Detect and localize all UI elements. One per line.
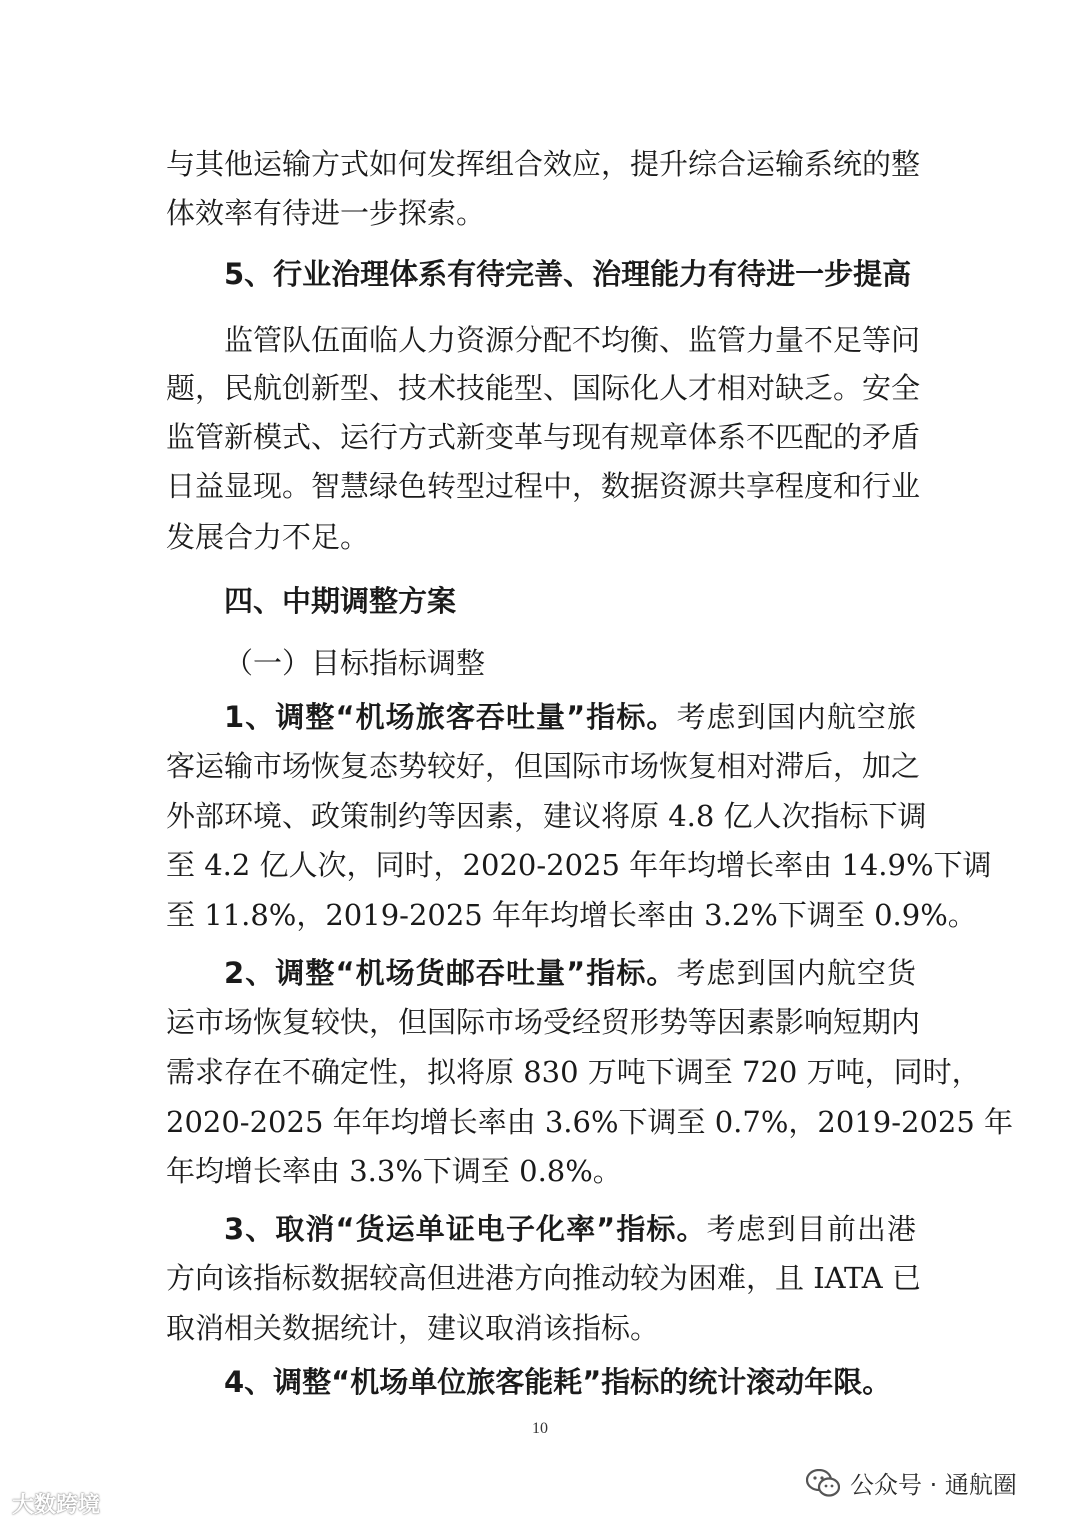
paragraph-line: 日益显现。智慧绿色转型过程中，数据资源共享程度和行业 bbox=[166, 469, 921, 503]
paragraph-line: 外部环境、政策制约等因素，建议将原 4.8 亿人次指标下调 bbox=[166, 799, 927, 833]
item-2-line bbox=[224, 955, 916, 991]
heading-5: 5、行业治理体系有待完善、治理能力有待进一步提高 bbox=[224, 257, 912, 291]
paragraph-line: 题，民航创新型、技术技能型、国际化人才相对缺乏。安全 bbox=[166, 371, 921, 405]
section-heading: 四、中期调整方案 bbox=[224, 584, 457, 618]
paragraph-line: 运市场恢复较快，但国际市场受经贸形势等因素影响短期内 bbox=[166, 1005, 921, 1039]
paragraph-line: 至 11.8%，2019-2025 年年均增长率由 3.2%下调至 0.9%。 bbox=[166, 898, 977, 932]
item-3-text: 考虑到目前出港 bbox=[706, 1212, 916, 1246]
paragraph-line: 客运输市场恢复态势较好，但国际市场恢复相对滞后，加之 bbox=[166, 749, 921, 783]
watermark-right-text: 公众号 · 通航圈 bbox=[850, 1471, 1017, 1499]
paragraph-line: 取消相关数据统计，建议取消该指标。 bbox=[166, 1311, 660, 1345]
item-3-line bbox=[224, 1211, 916, 1247]
wechat-icon bbox=[806, 1469, 840, 1497]
paragraph-line: 2020-2025 年年均增长率由 3.6%下调至 0.7%，2019-2025 年 bbox=[166, 1105, 1014, 1139]
paragraph-line: 方向该指标数据较高但进港方向推动较为困难，且 IATA 已 bbox=[166, 1261, 921, 1295]
item-2-title: 2、调整“机场货邮吞吐量”指标。 bbox=[224, 956, 677, 990]
paragraph-line: 年均增长率由 3.3%下调至 0.8%。 bbox=[166, 1154, 622, 1188]
item-1-text: 考虑到国内航空旅 bbox=[676, 700, 916, 734]
subsection-heading: （一）目标指标调整 bbox=[224, 646, 486, 680]
paragraph-line: 监管队伍面临人力资源分配不均衡、监管力量不足等问 bbox=[224, 323, 921, 357]
watermark-right bbox=[806, 1465, 1017, 1500]
item-3-title: 3、取消“货运单证电子化率”指标。 bbox=[224, 1212, 707, 1246]
item-1-title: 1、调整“机场旅客吞吐量”指标。 bbox=[224, 700, 677, 734]
item-4-title: 4、调整“机场单位旅客能耗”指标的统计滚动年限。 bbox=[224, 1365, 892, 1399]
paragraph-line: 需求存在不确定性，拟将原 830 万吨下调至 720 万吨，同时， bbox=[166, 1055, 981, 1089]
paragraph-line: 与其他运输方式如何发挥组合效应，提升综合运输系统的整 bbox=[166, 147, 921, 181]
item-1-line bbox=[224, 699, 916, 735]
page-number: 10 bbox=[532, 1420, 548, 1437]
paragraph-line: 监管新模式、运行方式新变革与现有规章体系不匹配的矛盾 bbox=[166, 420, 921, 454]
item-2-text: 考虑到国内航空货 bbox=[676, 956, 916, 990]
paragraph-line: 至 4.2 亿人次，同时，2020-2025 年年均增长率由 14.9%下调 bbox=[166, 848, 992, 882]
paragraph-line: 发展合力不足。 bbox=[166, 520, 370, 554]
watermark-left: 大数跨境 bbox=[12, 1493, 101, 1518]
paragraph-line: 体效率有待进一步探索。 bbox=[166, 196, 486, 230]
